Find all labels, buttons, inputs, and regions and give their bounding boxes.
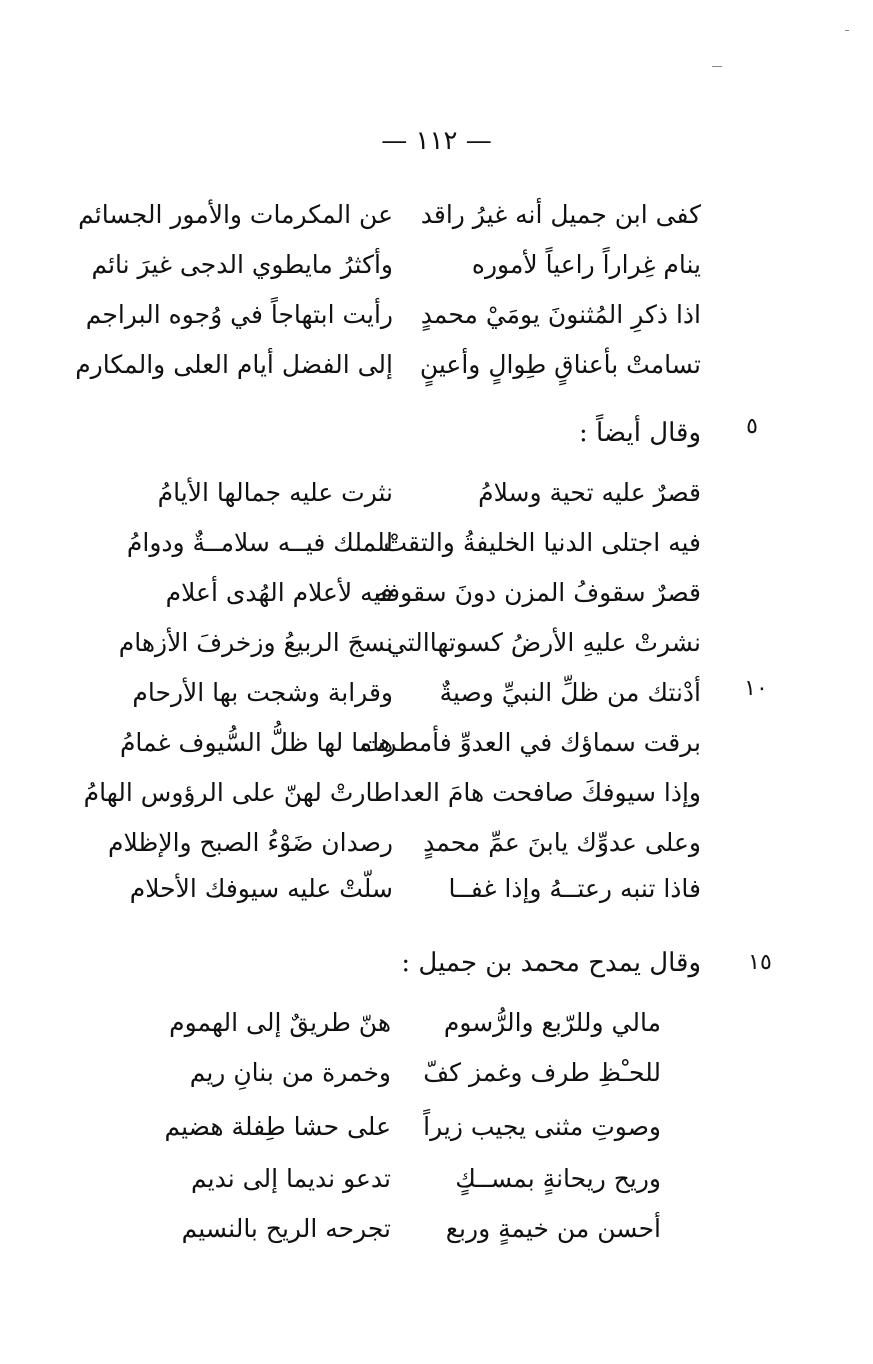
verse-line [0, 670, 873, 716]
verse-second-hemistich: إلى الفضل أيام العلى والمكارم [75, 350, 393, 379]
verse-first-hemistich: وإذا سيوفكَ صافحت هامَ العدا [393, 778, 701, 807]
line-number-marker: ١٥ [748, 950, 772, 975]
verse-second-hemistich: رأيت ابتهاجاً في وُجوه البراجم [85, 300, 393, 329]
verse-first-hemistich: للحـْظِ طرف وغمز كفّ [423, 1058, 661, 1087]
verse-first-hemistich: فيه اجتلى الدنيا الخليفةُ والتقتْ [383, 528, 701, 557]
verse-line [0, 866, 873, 912]
verse-first-hemistich: وعلى عدوِّك يابنَ عمِّ محمدٍ [423, 828, 701, 857]
verse-line [0, 1156, 873, 1202]
verse-second-hemistich: نسجَ الربيعُ وزخرفَ الأزهام [118, 628, 393, 657]
verse-second-hemistich: رصدان ضَوْءُ الصبح والإظلام [108, 828, 393, 857]
verse-second-hemistich: على حشا طِفلة هضيم [164, 1112, 391, 1141]
verse-line [0, 1104, 873, 1150]
verse-second-hemistich: تجرحه الريح بالنسيم [181, 1214, 391, 1243]
verse-second-hemistich: نثرت عليه جمالها الأيامُ [157, 478, 393, 507]
verse-first-hemistich: كفى ابن جميل أنه غيرُ راقد [420, 200, 701, 229]
verse-first-hemistich: قصرٌ عليه تحية وسلامُ [478, 478, 701, 507]
verse-second-hemistich: هنّ طريقٌ إلى الهموم [169, 1008, 391, 1037]
verse-second-hemistich: وخمرة من بنانِ ريم [189, 1058, 391, 1087]
verse-line [0, 292, 873, 338]
verse-second-hemistich: وقرابة وشجت بها الأرحام [132, 678, 393, 707]
verse-line [0, 342, 873, 388]
verse-line [0, 192, 873, 238]
verse-line [0, 470, 873, 516]
verse-first-hemistich: قصرٌ سقوفُ المزن دونَ سقوفه [374, 578, 701, 607]
paper-speck [845, 30, 849, 31]
verse-line [0, 570, 873, 616]
verse-line [0, 770, 873, 816]
page-number: — ١١٢ — [381, 126, 492, 156]
verse-line [0, 242, 873, 288]
verse-first-hemistich: برقت سماؤك في العدوِّ فأمطرت [360, 728, 701, 757]
verse-first-hemistich: نشرتْ عليهِ الأرضُ كسوتهاالتي [386, 628, 701, 657]
verse-first-hemistich: وصوتِ مثنى يجيب زيراً [423, 1112, 661, 1141]
verse-second-hemistich: هاما لها ظلُّ السُّيوف غمامُ [119, 728, 393, 757]
verse-first-hemistich: مالي وللرّبع والرُّسوم [443, 1008, 661, 1037]
verse-first-hemistich: ينام غِراراً راعياً لأموره [471, 250, 701, 279]
section-heading: وقال يمدح محمد بن جميل : [401, 948, 701, 978]
line-number-marker: ٥ [746, 414, 758, 439]
verse-second-hemistich: وأكثرُ مايطوي الدجى غيرَ نائم [91, 250, 393, 279]
verse-second-hemistich: فيه لأعلام الهُدى أعلام [165, 578, 393, 607]
verse-first-hemistich: أدْنتك من ظلِّ النبيِّ وصيةٌ [439, 678, 701, 707]
verse-line [0, 520, 873, 566]
verse-second-hemistich: طارتْ لهنّ على الرؤوس الهامُ [83, 778, 393, 807]
section-heading: وقال أيضاً : [578, 418, 701, 448]
verse-line [0, 1000, 873, 1046]
verse-second-hemistich: سلّتْ عليه سيوفك الأحلام [129, 874, 393, 903]
verse-first-hemistich: فاذا تنبه رعتــهُ وإذا غفــا [448, 874, 701, 903]
verse-second-hemistich: عن المكرمات والأمور الجسائم [78, 200, 393, 229]
line-number-marker: ١٠ [744, 676, 768, 701]
verse-line [0, 1050, 873, 1096]
verse-line [0, 720, 873, 766]
verse-first-hemistich: اذا ذكرِ المُثنونَ يومَيْ محمدٍ [420, 300, 701, 329]
verse-line [0, 620, 873, 666]
verse-second-hemistich: للملك فيــه سلامــةٌ ودوامُ [126, 528, 393, 557]
verse-first-hemistich: وريح ريحانةٍ بمســكٍ [455, 1164, 661, 1193]
paper-speck [712, 66, 722, 67]
verse-line [0, 820, 873, 866]
verse-first-hemistich: أحسن من خيمةٍ وربع [445, 1214, 661, 1243]
verse-second-hemistich: تدعو نديما إلى نديم [191, 1164, 391, 1193]
verse-line [0, 1206, 873, 1252]
verse-first-hemistich: تسامتْ بأعناقٍ طِوالٍ وأعينٍ [419, 350, 701, 379]
